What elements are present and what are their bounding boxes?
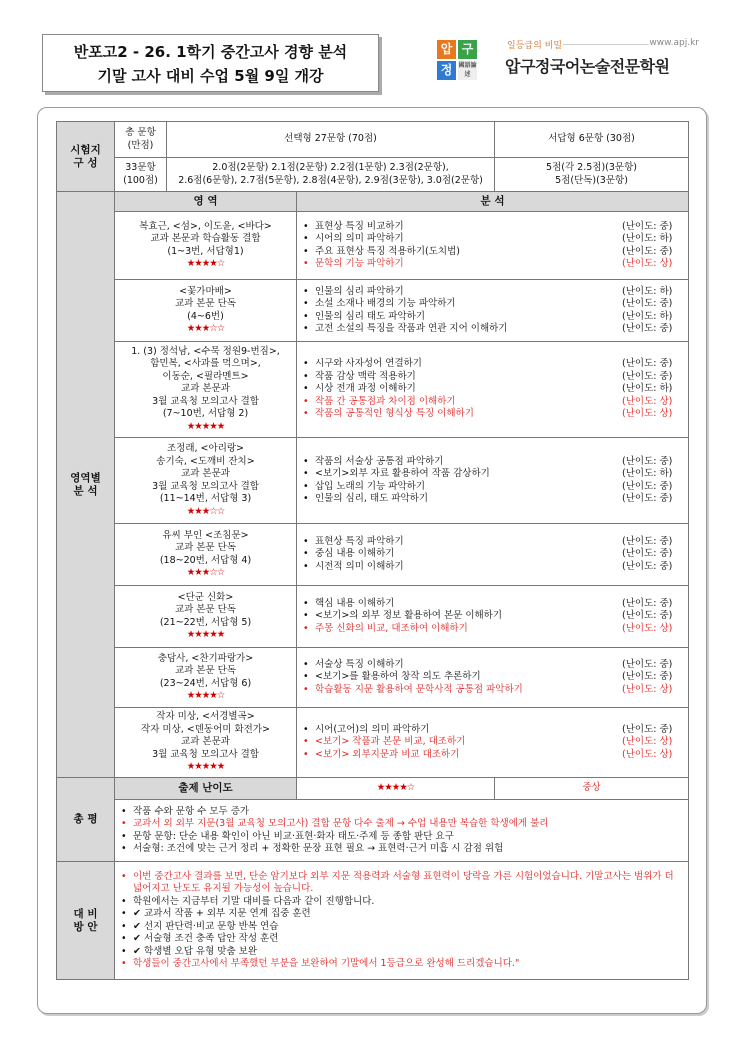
review-item: • 문항 문항: 단순 내용 확인이 아닌 비교·표현·화자 태도·주제 등 종합 판단 요구 (121, 831, 682, 844)
difficulty-stars: ★★★★★ (186, 420, 225, 432)
difficulty-stars: ★★★☆☆ (186, 323, 225, 334)
analysis-cell (297, 342, 689, 438)
analysis-item: • 시어의 의미 파악하기 (난이도: 하) (303, 233, 684, 246)
analysis-item-text: 시상 전개 과정 이해하기 (315, 383, 416, 395)
analysis-item-text: 표현상 특징 비교하기 (315, 220, 404, 232)
area-text: 1. (3) 정석남, <수묵 정원9-번짐>, 함민복, <사과를 먹으며>, 이동순, <필라멘트> 교과 본문과 3월 교육청 모의고사 결합 (7~10번, 서답형 2) (131, 345, 280, 420)
plan-item (121, 871, 682, 896)
analysis-item: • 인물의 심리 파악하기 (난이도: 하) (303, 286, 684, 299)
analysis-row (57, 342, 689, 438)
analysis-cell (297, 708, 689, 778)
area-cell (115, 708, 297, 778)
plan-item-text: 이번 중간고사 결과를 보면, 단순 암기보다 외부 지문 적용력과 서술형 표현력이 당락을 가른 시험이었습니다. 기말고사는 범위가 더 넓어지고 난도도 유지될 가능성이 높습니다. (133, 870, 674, 894)
difficulty-word: 중상 (495, 778, 689, 800)
analysis-row (57, 586, 689, 648)
difficulty-stars: ★★★☆☆ (186, 567, 225, 578)
analysis-item: • 작품의 서술상 공통점 파악하기 (난이도: 중) (303, 456, 684, 469)
logo-char-3: 정 (437, 61, 456, 80)
analysis-item-text: 인물의 심리 파악하기 (315, 285, 404, 297)
plan-items (115, 862, 689, 980)
analysis-item: • 표현상 특징 비교하기 (난이도: 중) (303, 221, 684, 234)
area-text: 복효근, <섬>, 이도윤, <바다> 교과 본문과 학습활동 결합 (1~3번, 서답형1) (139, 220, 272, 257)
logo-tagline: 일등급의 비밀 (507, 41, 563, 51)
analysis-item-text: <보기>를 활용하여 창작 의도 추론하기 (315, 671, 481, 683)
analysis-item: • 소설 소재나 배경의 기능 파악하기 (난이도: 중) (303, 298, 684, 311)
difficulty-stars: ★★★★★ (186, 761, 225, 773)
review-item: • 작품 수와 문항 수 모두 증가 (121, 806, 682, 819)
academy-logo (437, 36, 699, 86)
review-item-text: 작품 수와 문항 수 모두 증가 (133, 805, 250, 817)
analysis-item: • 인물의 심리, 태도 파악하기 (난이도: 중) (303, 493, 684, 506)
analysis-item-difficulty: (난이도: 중) (622, 358, 673, 370)
sa-head: 서답형 6문항 (30점) (495, 122, 689, 158)
analysis-item-difficulty: (난이도: 하) (622, 383, 673, 395)
analysis-label-text: 영역별 분 석 (70, 472, 101, 497)
total-value: 33문항 (100점) (115, 158, 167, 192)
area-cell (115, 212, 297, 280)
area-cell (115, 342, 297, 438)
analysis-item-text: 소설 소재나 배경의 기능 파악하기 (315, 298, 456, 309)
review-item-text: 문항 문항: 단순 내용 확인이 아닌 비교·표현·화자 태도·주제 등 종합 판단 요구 (133, 830, 454, 842)
analysis-item-difficulty: (난이도: 중) (622, 723, 673, 735)
plan-label (57, 862, 115, 980)
analysis-item: • 시전적 의미 이해하기 (난이도: 중) (303, 561, 684, 574)
analysis-item-text: 작품 감상 맥락 적용하기 (315, 370, 416, 382)
plan-item (121, 958, 682, 971)
analysis-item-difficulty: (난이도: 상) (622, 736, 673, 748)
area-text: 충담사, <찬기파랑가> 교과 본문 단독 (23~24번, 서답형 6) (157, 652, 254, 689)
analysis-item-difficulty: (난이도: 중) (622, 480, 673, 492)
analysis-item-text: 인물의 심리, 태도 파악하기 (315, 493, 429, 504)
analysis-item: • 작품 간 공통점과 차이점 이해하기 (난이도: 상) (303, 396, 684, 409)
plan-item (121, 946, 682, 959)
analysis-cell (297, 586, 689, 648)
analysis-item-difficulty: (난이도: 중) (622, 671, 673, 683)
analysis-table (56, 121, 689, 980)
analysis-item-text: 중심 내용 이해하기 (315, 548, 395, 560)
analysis-item: • 삽입 노래의 기능 파악하기 (난이도: 중) (303, 481, 684, 494)
plan-item-text: ✔ 학생별 오답 유형 맞춤 보완 (133, 945, 258, 957)
difficulty-stars: ★★★☆☆ (186, 505, 225, 517)
review-label: 총 평 (57, 778, 115, 862)
analysis-item: • 표현상 특징 파악하기 (난이도: 중) (303, 536, 684, 549)
area-text: 조정래, <아리랑> 송기숙, <도깨비 잔치> 교과 본문과 3월 교육청 모의고사 결합 (11~14번, 서답형 3) (152, 443, 259, 504)
analysis-item: • 인물의 심리 태도 파악하기 (난이도: 하) (303, 311, 684, 324)
analysis-item-text: 문학의 기능 파악하기 (315, 258, 404, 269)
review-items (115, 800, 689, 862)
logo-char-2: 구 (458, 40, 477, 59)
analysis-item-text: <보기>의 외부 정보 활용하여 본문 이해하기 (315, 610, 503, 622)
plan-bullet: • (121, 870, 127, 882)
analysis-item-text: 시어(고어)의 의미 파악하기 (315, 723, 430, 735)
analysis-item-difficulty: (난이도: 중) (622, 245, 673, 257)
analysis-cell (297, 648, 689, 708)
analysis-item-difficulty: (난이도: 하) (622, 233, 673, 244)
analysis-item-difficulty: (난이도: 중) (622, 548, 673, 560)
plan-item-text: 학생들이 중간고사에서 부족했던 부분을 보완하여 기말에서 1등급으로 완성해 드리겠습니다." (133, 958, 520, 969)
analysis-item-text: 작품의 공통적인 형식상 특징 이해하기 (315, 408, 474, 420)
area-cell (115, 438, 297, 524)
analysis-item-text: <보기> 작품과 본문 비교, 대조하기 (315, 736, 466, 748)
difficulty-head: 출제 난이도 (115, 778, 297, 800)
analysis-item-difficulty: (난이도: 중) (622, 298, 673, 309)
analysis-item: • 서술상 특징 이해하기 (난이도: 중) (303, 659, 684, 672)
plan-item (121, 921, 682, 934)
plan-bullet: • (121, 945, 127, 957)
analysis-item-difficulty: (난이도: 하) (622, 468, 673, 479)
title-line-1: 반포고2 - 26. 1학기 중간고사 경향 분석 (73, 43, 348, 61)
analysis-item-text: 학습활동 지문 활용하여 문학사적 공통점 파악하기 (315, 683, 523, 695)
analysis-cell (297, 524, 689, 586)
mc-value: 2.0점(2문항) 2.1점(2문항) 2.2점(1문항) 2.3점(2문항), 2.6점(6문항), 2.7점(5문항), 2.8점(4문항), 2.9점(3문항), 3.0점(2문항) (167, 158, 495, 192)
analysis-head: 분 석 (297, 192, 689, 212)
analysis-item-difficulty: (난이도: 중) (622, 560, 673, 572)
plan-bullet: • (121, 958, 127, 969)
analysis-item-text: 인물의 심리 태도 파악하기 (315, 310, 426, 322)
plan-item (121, 896, 682, 909)
analysis-item-text: 표현상 특징 파악하기 (315, 535, 404, 547)
analysis-item-text: 작품 간 공통점과 차이점 이해하기 (315, 395, 456, 407)
analysis-item-text: 핵심 내용 이해하기 (315, 597, 395, 609)
area-text: <단군 신화> 교과 본문 단독 (21~22번, 서답형 5) (159, 591, 252, 628)
plan-item-text: ✔ 선지 판단력·비교 문항 반복 연습 (133, 920, 279, 932)
plan-item-text: 학원에서는 지금부터 기말 대비를 다음과 같이 진행합니다. (133, 895, 375, 907)
analysis-item-difficulty: (난이도: 상) (622, 683, 673, 695)
area-text: <꽃가마배> 교과 본문 단독 (4~6번) (174, 285, 237, 322)
analysis-item: • 작품의 공통적인 형식상 특징 이해하기 (난이도: 상) (303, 408, 684, 421)
analysis-item-text: 서술상 특징 이해하기 (315, 658, 404, 670)
review-item-text: 교과서 외 외부 지문(3월 교육청 모의고사) 결합 문항 다수 출제 → 수업 내용만 복습한 학생에게 불리 (133, 818, 549, 829)
analysis-item-text: 작품의 서술상 공통점 파악하기 (315, 455, 444, 467)
area-head: 영 역 (115, 192, 297, 212)
analysis-cell (297, 438, 689, 524)
area-text: 작자 미상, <서경별곡> 작자 미상, <덴동어미 화전가> 교과 본문과 3월 교육청 모의고사 결합 (141, 711, 270, 760)
plan-bullet: • (121, 933, 127, 944)
analysis-item: • <보기>를 활용하여 창작 의도 추론하기 (난이도: 중) (303, 671, 684, 684)
analysis-item: • 핵심 내용 이해하기 (난이도: 중) (303, 598, 684, 611)
logo-small: 國語論述 (458, 62, 477, 78)
analysis-item: • <보기>외부 자료 활용하여 작품 감상하기 (난이도: 하) (303, 468, 684, 481)
analysis-item: • 문학의 기능 파악하기 (난이도: 상) (303, 258, 684, 271)
analysis-item-difficulty: (난이도: 중) (622, 535, 673, 547)
difficulty-stars: ★★★★☆ (297, 778, 495, 800)
analysis-item-difficulty: (난이도: 상) (622, 258, 673, 269)
analysis-item-difficulty: (난이도: 중) (622, 370, 673, 382)
analysis-label (57, 192, 115, 778)
area-cell (115, 280, 297, 342)
analysis-item-text: 고전 소설의 특징을 작품과 연관 지어 이해하기 (315, 323, 508, 334)
analysis-item: • <보기>의 외부 정보 활용하여 본문 이해하기 (난이도: 중) (303, 610, 684, 623)
plan-item (121, 933, 682, 946)
analysis-row (57, 212, 689, 280)
analysis-row (57, 280, 689, 342)
review-item: • 교과서 외 외부 지문(3월 교육청 모의고사) 결합 문항 다수 출제 → 수업 내용만 복습한 학생에게 불리 (121, 818, 682, 831)
difficulty-stars: ★★★★☆ (186, 258, 225, 269)
analysis-item-difficulty: (난이도: 상) (622, 395, 673, 407)
analysis-cell (297, 280, 689, 342)
difficulty-stars: ★★★★★ (186, 629, 225, 640)
plan-item-text: ✔ 서술형 조건 충족 답안 작성 훈련 (133, 933, 279, 944)
analysis-item: • 시구와 사자성어 연결하기 (난이도: 중) (303, 358, 684, 371)
plan-bullet: • (121, 895, 127, 907)
analysis-item-text: 삽입 노래의 기능 파악하기 (315, 480, 426, 492)
logo-char-1: 압 (437, 40, 456, 59)
analysis-item-difficulty: (난이도: 중) (622, 220, 673, 232)
analysis-item-text: <보기>외부 자료 활용하여 작품 감상하기 (315, 468, 490, 479)
analysis-item-text: 시전적 의미 이해하기 (315, 560, 404, 572)
plan-item (121, 908, 682, 921)
analysis-item-text: 시구와 사자성어 연결하기 (315, 358, 422, 370)
analysis-item-difficulty: (난이도: 상) (622, 622, 673, 634)
analysis-item-text: 주요 표현상 특징 적용하기(도치법) (315, 245, 460, 257)
analysis-row (57, 438, 689, 524)
analysis-item: • 작품 감상 맥락 적용하기 (난이도: 중) (303, 371, 684, 384)
exam-label (57, 122, 115, 192)
plan-bullet: • (121, 920, 127, 932)
analysis-item: • 시상 전개 과정 이해하기 (난이도: 하) (303, 383, 684, 396)
total-head: 총 문항 (만점) (115, 122, 167, 158)
area-cell (115, 586, 297, 648)
logo-url: www.apj.kr (649, 38, 699, 48)
analysis-item-difficulty: (난이도: 중) (622, 493, 673, 504)
plan-label-text: 대 비 방 안 (73, 908, 98, 933)
area-text: 유씨 부인 <조침문> 교과 본문 단독 (18~20번, 서답형 4) (159, 529, 252, 566)
analysis-item: • 주요 표현상 특징 적용하기(도치법) (난이도: 중) (303, 246, 684, 259)
analysis-row (57, 648, 689, 708)
analysis-row (57, 524, 689, 586)
logo-divider (563, 44, 649, 45)
analysis-item: • <보기> 외부지문과 비교 대조하기 (난이도: 상) (303, 749, 684, 762)
analysis-item-text: <보기> 외부지문과 비교 대조하기 (315, 748, 460, 760)
analysis-cell (297, 212, 689, 280)
analysis-item-difficulty: (난이도: 상) (622, 408, 673, 420)
difficulty-stars: ★★★★☆ (186, 690, 225, 701)
analysis-row (57, 708, 689, 778)
analysis-item-text: 시어의 의미 파악하기 (315, 233, 404, 244)
mc-head: 선택형 27문항 (70점) (167, 122, 495, 158)
analysis-item: • 고전 소설의 특징을 작품과 연관 지어 이해하기 (난이도: 중) (303, 323, 684, 336)
title-line-2: 기말 고사 대비 수업 5월 9일 개강 (97, 67, 324, 85)
exam-label-text: 시험지 구 성 (70, 144, 101, 169)
analysis-item-difficulty: (난이도: 하) (622, 285, 673, 297)
area-cell (115, 648, 297, 708)
analysis-item-difficulty: (난이도: 상) (622, 748, 673, 760)
title-box (42, 34, 379, 92)
logo-mark (437, 40, 477, 80)
analysis-item-text: 주몽 신화의 비교, 대조하여 이해하기 (315, 622, 468, 634)
review-item-text: 서술형: 조건에 맞는 근거 정리 + 정확한 문장 표현 필요 → 표현력·근거 미흡 시 감점 위험 (133, 843, 504, 854)
analysis-item: • 중심 내용 이해하기 (난이도: 중) (303, 548, 684, 561)
review-item: • 서술형: 조건에 맞는 근거 정리 + 정확한 문장 표현 필요 → 표현력·근거 미흡 시 감점 위험 (121, 843, 682, 856)
analysis-item-difficulty: (난이도: 중) (622, 658, 673, 670)
analysis-item-difficulty: (난이도: 중) (622, 597, 673, 609)
area-cell (115, 524, 297, 586)
analysis-item: • 주몽 신화의 비교, 대조하여 이해하기 (난이도: 상) (303, 623, 684, 636)
analysis-item: • <보기> 작품과 본문 비교, 대조하기 (난이도: 상) (303, 736, 684, 749)
analysis-item-difficulty: (난이도: 하) (622, 310, 673, 322)
sa-value: 5점(각 2.5점)(3문항) 5점(단독)(3문항) (495, 158, 689, 192)
analysis-item: • 시어(고어)의 의미 파악하기 (난이도: 중) (303, 724, 684, 737)
analysis-item-difficulty: (난이도: 중) (622, 323, 673, 334)
analysis-item-difficulty: (난이도: 중) (622, 455, 673, 467)
analysis-item-difficulty: (난이도: 중) (622, 610, 673, 622)
plan-bullet: • (121, 908, 127, 919)
plan-item-text: ✔ 교과서 작품 + 외부 지문 연계 집중 훈련 (133, 908, 311, 919)
analysis-item: • 학습활동 지문 활용하여 문학사적 공통점 파악하기 (난이도: 상) (303, 684, 684, 697)
logo-name: 압구정국어논술전문학원 (505, 57, 670, 76)
